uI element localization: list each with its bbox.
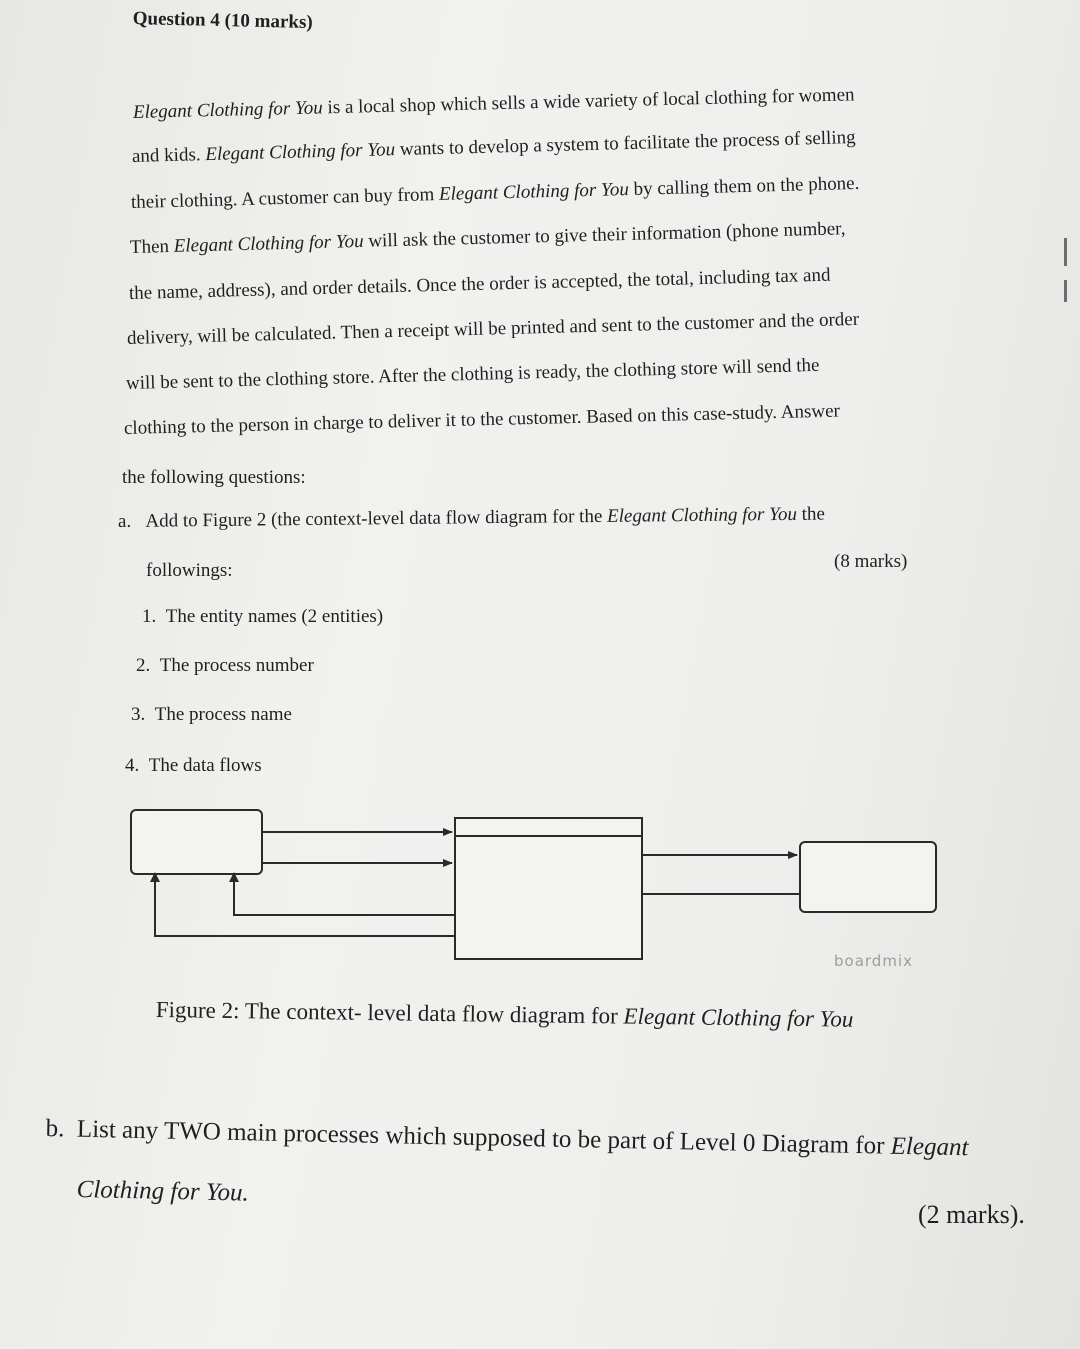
requirement-item-1: 1. The entity names (2 entities) [142,606,384,627]
part-b-line-2: Clothing for You. [76,1176,250,1207]
company-name: Elegant Clothing for You [205,139,396,166]
part-a-line-1: a. Add to Figure 2 (the context-level data flow diagram for the Elegant Clothing for You the [117,503,826,532]
part-a-line-2: followings: [146,560,233,581]
company-name: Elegant Clothing for You [173,230,364,257]
paragraph-line-8: clothing to the person in charge to deliver it to the customer. Based on this case-study. Answer [123,400,841,439]
paragraph-line-3: their clothing. A customer can buy from Elegant Clothing for You by calling them on the phone. [130,172,860,213]
boardmix-watermark: boardmix [834,952,913,970]
part-b-letter: b. [45,1115,65,1143]
part-a-letter: a. [117,510,132,532]
left-entity-box [131,810,262,874]
paragraph-line-2: and kids. Elegant Clothing for You wants to develop a system to facilitate the process of selling [131,127,856,167]
company-name: Elegant Clothing for You [623,1003,854,1032]
paragraph-line-7: will be sent to the clothing store. After the clothing is ready, the clothing store will send the [125,354,820,394]
paragraph-line-1: Elegant Clothing for You is a local shop which sells a wide variety of local clothing for women [132,84,855,123]
paragraph-line-4: Then Elegant Clothing for You will ask the customer to give their information (phone number, [129,218,846,258]
company-name: Elegant Clothing for You [132,97,324,123]
question-heading: Question 4 (10 marks) [132,8,313,34]
data-flow-3 [155,878,455,936]
part-b-marks: (2 marks). [918,1200,1025,1229]
part-b-line-1: b. List any TWO main processes which supposed to be part of Level 0 Diagram for Elegant [45,1115,969,1162]
requirement-item-4: 4. The data flows [125,755,262,776]
part-a-marks: (8 marks) [834,551,908,572]
paragraph-line-6: delivery, will be calculated. Then a receipt will be printed and sent to the customer and the order [126,308,860,349]
paper-edge-mark [1064,238,1067,266]
data-flow-4 [234,878,455,915]
right-entity-box [800,842,936,912]
requirement-item-2: 2. The process number [136,655,314,676]
company-name: Elegant Clothing for You [606,503,798,527]
process-box [455,818,642,959]
company-name: Elegant Clothing for You [438,178,630,205]
paragraph-line-5: the name, address), and order details. Once the order is accepted, the total, including tax and [128,264,831,304]
paper-edge-mark [1064,280,1067,302]
figure-caption: Figure 2: The context- level data flow diagram for Elegant Clothing for You [155,997,854,1032]
paragraph-line-9: the following questions: [122,467,306,488]
requirement-item-3: 3. The process name [131,704,292,725]
